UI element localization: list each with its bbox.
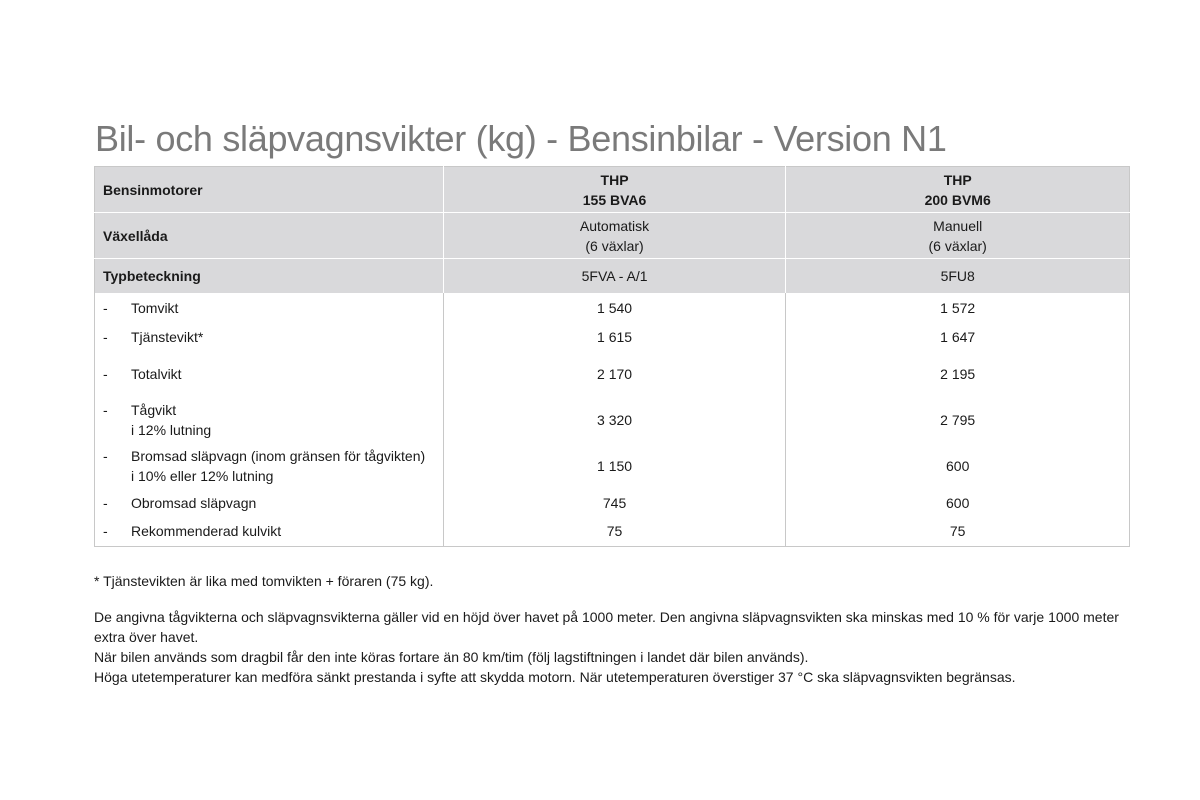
- row-label-cell: [95, 293, 444, 323]
- header-cell: [786, 213, 1130, 259]
- value-cell: 1 540: [443, 293, 786, 323]
- value-cell: 3 320: [443, 397, 786, 443]
- row-label-cell: [95, 397, 444, 443]
- row-dash: -: [103, 447, 108, 464]
- row-label: [131, 327, 203, 347]
- row-dash: -: [103, 365, 108, 382]
- row-dash: -: [103, 523, 108, 540]
- value-cell: 75: [786, 517, 1130, 547]
- header-cell: [443, 167, 786, 213]
- header-cell-line: 200 BVM6: [924, 191, 991, 208]
- row-label: [131, 446, 425, 486]
- row-dash: -: [103, 328, 108, 345]
- row-label-line: Rekommenderad kulvikt: [131, 523, 282, 540]
- row-label-cell: [95, 489, 444, 517]
- row-dash: -: [103, 299, 108, 316]
- note-paragraph: De angivna tågvikterna och släpvagnsvikterna gäller vid en höjd över havet på 1000 meter. Den angivna släpvagnsvikten ska minskas med 10 % för varje 1000 meter extra över havet.: [94, 609, 1119, 645]
- header-label: Växellåda: [95, 213, 444, 259]
- row-label: [131, 493, 256, 513]
- header-cell-line: Automatisk: [579, 217, 650, 234]
- row-label: [131, 521, 281, 541]
- row-label-cell: [95, 323, 444, 351]
- header-cell: 5FU8: [786, 259, 1130, 293]
- value-cell: 745: [443, 489, 786, 517]
- header-row-gearbox: [95, 213, 1130, 259]
- row-label-line: Tjänstevikt*: [131, 328, 204, 345]
- table-row: [95, 323, 1130, 351]
- row-label: [131, 400, 211, 440]
- header-label: Bensinmotorer: [95, 167, 444, 213]
- row-label-line: Bromsad släpvagn (inom gränsen för tågvikten): [131, 447, 426, 464]
- row-label-line: Totalvikt: [131, 365, 182, 382]
- header-cell: [443, 213, 786, 259]
- header-cell-line: Manuell: [933, 217, 983, 234]
- header-row-engine: [95, 167, 1130, 213]
- row-label-cell: [95, 351, 444, 397]
- footnote-text: * Tjänstevikten är lika med tomvikten + föraren (75 kg).: [94, 573, 434, 589]
- row-label: [131, 298, 178, 318]
- table-row: [95, 397, 1130, 443]
- row-label: [131, 364, 182, 384]
- table-row: [95, 489, 1130, 517]
- row-dash: -: [103, 494, 108, 511]
- table-row: [95, 517, 1130, 547]
- table-row: [95, 293, 1130, 323]
- table-row: [95, 443, 1130, 489]
- row-dash: -: [103, 401, 108, 418]
- value-cell: 1 615: [443, 323, 786, 351]
- weights-table: [94, 166, 1130, 547]
- value-cell: 75: [443, 517, 786, 547]
- value-cell: 600: [786, 489, 1130, 517]
- note-paragraph: Höga utetemperaturer kan medföra sänkt prestanda i syfte att skydda motorn. När utetemperaturen överstiger 37 °C ska släpvagnsvikten begränsas.: [94, 669, 1016, 685]
- value-cell: 2 170: [443, 351, 786, 397]
- row-label-cell: [95, 443, 444, 489]
- header-label: Typbeteckning: [95, 259, 444, 293]
- header-cell-line: (6 växlar): [928, 237, 987, 254]
- row-label-line: Obromsad släpvagn: [131, 494, 257, 511]
- page-title: Bil- och släpvagnsvikter (kg) - Bensinbilar - Version N1: [95, 118, 947, 159]
- header-cell-line: (6 växlar): [585, 237, 644, 254]
- header-cell-line: THP: [600, 171, 629, 188]
- header-row-type: [95, 259, 1130, 293]
- header-cell: [786, 167, 1130, 213]
- row-label-line: i 10% eller 12% lutning: [131, 467, 274, 484]
- value-cell: 1 647: [786, 323, 1130, 351]
- note-paragraph: När bilen används som dragbil får den inte köras fortare än 80 km/tim (följ lagstiftningen i landet där bilen används).: [94, 649, 809, 665]
- header-cell: 5FVA - A/1: [443, 259, 786, 293]
- value-cell: 1 572: [786, 293, 1130, 323]
- value-cell: 600: [786, 443, 1130, 489]
- value-cell: 2 795: [786, 397, 1130, 443]
- header-cell-line: 155 BVA6: [582, 191, 647, 208]
- header-cell-line: THP: [943, 171, 972, 188]
- footnote: [94, 571, 1124, 591]
- row-label-line: i 12% lutning: [131, 421, 212, 438]
- row-label-line: Tågvikt: [131, 401, 177, 418]
- row-label-cell: [95, 517, 444, 547]
- notes-block: [94, 607, 1124, 687]
- row-label-line: Tomvikt: [131, 299, 179, 316]
- value-cell: 2 195: [786, 351, 1130, 397]
- value-cell: 1 150: [443, 443, 786, 489]
- table-row: [95, 351, 1130, 397]
